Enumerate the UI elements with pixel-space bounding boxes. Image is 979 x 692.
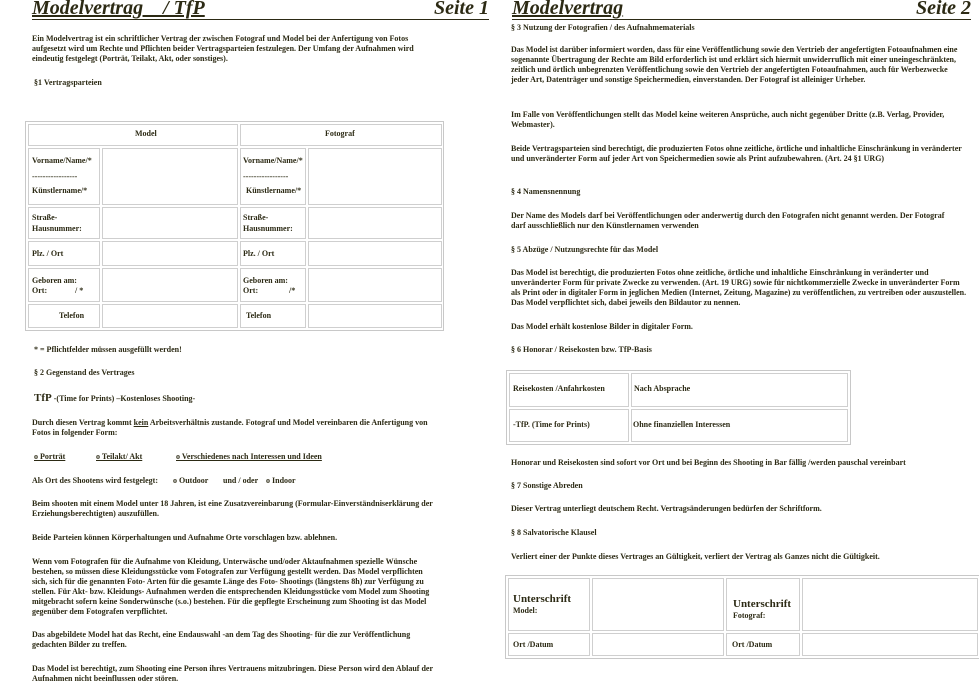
model-signature-sub: Model: xyxy=(513,606,538,615)
arbeits-para-line2: Fotos in folgender Form: xyxy=(32,428,118,437)
parties-table xyxy=(25,121,444,331)
col-fotograf-header: Fotograf xyxy=(325,129,355,138)
arbeits-text-b: Arbeitsverhältnis zustande. Fotograf und Model vereinbaren die Anfertigung von xyxy=(148,418,428,427)
kostenlos-paragraph: Das Model erhält kostenlose Bilder in digitaler Form. xyxy=(511,322,693,331)
section-3-heading: § 3 Nutzung der Fotografien / des Aufnahmematerials xyxy=(511,23,695,32)
fotograf-strasse-input-cell[interactable] xyxy=(308,207,442,239)
model-name-input-cell[interactable] xyxy=(102,148,238,205)
honorar-paragraph: Honorar und Reisekosten sind sofort vor Ort und bei Beginn des Shooting in Bar fällig /werden pauschal vereinbart xyxy=(511,458,906,467)
pflicht-note: * = Pflichtfelder müssen ausgefüllt werden! xyxy=(34,345,182,354)
abreden-paragraph: Dieser Vertrag unterliegt deutschem Recht. Vertragsänderungen bedürfen der Schriftform. xyxy=(511,504,822,513)
model-telefon-input-cell[interactable] xyxy=(102,304,238,328)
section-1-heading: §1 Vertragsparteien xyxy=(34,78,102,87)
fotograf-signature-field[interactable] xyxy=(802,578,978,631)
section-2-heading: § 2 Gegenstand des Vertrages xyxy=(34,368,135,377)
page-title: Modelvertrag / TfP xyxy=(32,0,205,19)
ansprueche-paragraph: Im Falle von Veröffentlichungen stellt das Model keine weiteren Ansprüche, auch nicht gegenüber Dritte (z.B. Verlag, Provider, Webmaster). xyxy=(511,110,945,129)
contract-page-1 xyxy=(0,0,489,692)
model-ort-label: Ort: xyxy=(32,286,48,295)
page-header xyxy=(512,0,971,20)
model-hausnr-label: Hausnummer: xyxy=(32,224,82,233)
name-paragraph: Der Name des Models darf bei Veröffentlichungen oder anderwertig durch den Fotografen nicht genannt werden. Der Fotograf darf ausschließlich nur den Künstlernamen verwenden xyxy=(511,211,945,230)
reisekosten-label: Reisekosten /Anfahrkosten xyxy=(513,384,605,393)
salvatorisch-paragraph: Verliert einer der Punkte dieses Vertrages an Gültigkeit, verliert der Vertrag als Ganzes nicht die Gültigkeit. xyxy=(511,552,880,561)
abzuege-paragraph: Das Model ist berechtigt, die produzierten Fotos ohne zeitliche, örtliche und inhaltliche Einschränkung in veränderter und unveränderter Form für private Zwecke zu verwenden. (Art. 19 URG) sowie für nichtkommerzielle Zwecke in unveränderter Form als Print oder in digitaler Form in jeglichen Medien (Internet, Zeitung, Magazine) zu veröffentlichen, zu vertreiben oder auszustellen. Das Model verpflichtet sich, dabei jeweils den Bildautor zu nennen. xyxy=(511,268,967,307)
tfp-big: TfP xyxy=(34,392,52,404)
fotograf-ort-field[interactable] xyxy=(802,633,978,656)
section-8-heading: § 8 Salvatorische Klausel xyxy=(511,528,597,537)
section-4-heading: § 4 Namensnennung xyxy=(511,187,581,196)
fotograf-ort-slash: /* xyxy=(289,286,296,295)
intro-paragraph: Ein Modelvertrag ist ein schriftlicher Vertrag der zwischen Fotograf und Model bei der Anfertigung von Fotos aufgesetzt wird um Rechte und Pflichten beider Vertragsparteien festzulegen. Der Umfang der Aufnahmen wird eindeutig festgelegt (Porträt, Teilakt, Akt, oder sonstiges). xyxy=(32,34,414,63)
model-telefon-label: Telefon xyxy=(59,311,85,320)
kleidung-paragraph: Wenn vom Fotografen für die Aufnahme von Kleidung, Unterwäsche und/oder Aktaufnahmen spezielle Wünsche bestehen, so müssen diese Kleidungsstücke vom Fotografen zur Verfügung gestellt werden. Das Model verpflichten sich, sich für die genannten Foto- Arten für die gesamte Länge des Foto- Shootings (längstens 8h) zur Verfügung zu stellen. Für Akt- bzw. Kleidungs- Aufnahmen werden die entsprechenden Kleidungsstücke vom Model zum Shooting mitgebracht sofern keine Sonderwünsche (s.o.) bestehen. Für die gepflegte Erscheinung zum Shooting ist das Model gegenüber dem Fotografen verpflichtet. xyxy=(32,557,430,616)
col-model-header: Model xyxy=(135,129,157,138)
fotograf-ort-label: Ort: xyxy=(243,286,259,295)
ort-indoor[interactable]: o Indoor xyxy=(266,476,296,485)
page-number: Seite 2 xyxy=(916,0,971,19)
fotograf-signature-title: Unterschrift xyxy=(733,598,792,610)
fotograf-signature-sub: Fotograf: xyxy=(733,611,766,620)
u18-paragraph: Beim shooten mit einem Model unter 18 Jahren, ist eine Zusatzvereinbarung (Formular-Einverständniserklärung der Erziehungsberechtigten) auszufüllen. xyxy=(32,499,433,518)
fotograf-name-label: Vorname/Name/* xyxy=(243,156,303,165)
model-name-dash: ----------------- xyxy=(32,172,78,181)
honorar-table xyxy=(506,370,851,445)
page-title: Modelvertrag xyxy=(512,0,624,19)
fotograf-geboren-label: Geboren am: xyxy=(243,276,288,285)
tfp-line xyxy=(34,391,195,406)
fotograf-name-input-cell[interactable] xyxy=(308,148,442,205)
model-ort-slash: / * xyxy=(75,286,84,295)
section-6-heading: § 6 Honorar / Reisekosten bzw. TfP-Basis xyxy=(511,345,652,354)
model-name-label: Vorname/Name/* xyxy=(32,156,92,165)
fotograf-kuenstler-label: Künstlername/* xyxy=(246,186,302,195)
nutzung-paragraph: Das Model ist darüber informiert worden, dass für eine Veröffentlichung sowie den Vertrieb der angefertigten Fotoaufnahmen eine sogenannte Übertragung der Rechte am Bild erforderlich ist und erklärt sich hiermit unwiderruflich mit einer uneingeschränkten, zeitlich und örtlich unbegrenzten Veröffentlichung sowie den Vertrieb der angefertigten Fotoaufnahmen, auch für Werbezwecke jeder Art, Datenträger und sonstige Speichermedien, einverstanden. Der Fotograf ist alleiniger Urheber. xyxy=(511,45,958,84)
fotograf-geboren-input-cell[interactable] xyxy=(308,268,442,302)
section-5-heading: § 5 Abzüge / Nutzungsrechte für das Model xyxy=(511,245,659,254)
tfp-value: Ohne finanziellen Interessen xyxy=(633,420,731,429)
reisekosten-value: Nach Absprache xyxy=(634,384,691,393)
section-7-heading: § 7 Sonstige Abreden xyxy=(511,481,583,490)
ort-label: Als Ort des Shootens wird festgelegt: xyxy=(32,476,158,485)
fotograf-plz-input-cell[interactable] xyxy=(308,241,442,266)
model-strasse-label: Straße- xyxy=(32,213,58,222)
option-teilakt[interactable]: o Teilakt/ Akt xyxy=(96,452,143,461)
model-ort-datum-label: Ort /Datum xyxy=(513,640,554,649)
model-plz-label: Plz. / Ort xyxy=(32,249,64,258)
model-strasse-input-cell[interactable] xyxy=(102,207,238,239)
fotograf-name-dash: ----------------- xyxy=(243,172,289,181)
endauswahl-paragraph: Das abgebildete Model hat das Recht, eine Endauswahl -an dem Tag des Shooting- für die zur Veröffentlichung gedachten Bilder zu treffen. xyxy=(32,630,411,649)
header-model-cell xyxy=(28,124,238,146)
fotograf-telefon-label: Telefon xyxy=(246,311,272,320)
model-geboren-input-cell[interactable] xyxy=(102,268,238,302)
model-ort-field[interactable] xyxy=(592,633,724,656)
page-number: Seite 1 xyxy=(434,0,489,19)
option-verschiedenes[interactable]: o Verschiedenes nach Interessen und Ideen xyxy=(176,452,322,461)
arbeits-para-line1 xyxy=(32,418,428,429)
tfp-label: -TfP. (Time for Prints) xyxy=(513,420,590,429)
model-signature-field[interactable] xyxy=(592,578,724,631)
ort-und-oder: und / oder xyxy=(223,476,259,485)
beide-paragraph: Beide Vertragsparteien sind berechtigt, die produzierten Fotos ohne zeitliche, örtliche und inhaltliche Einschränkung in veränderter und unveränderter Form auf jeder Art von Speichermedien sowie als Print aufzubewahren. (Art. 24 §1 URG) xyxy=(511,144,962,163)
option-portraet[interactable]: o Porträt xyxy=(34,452,66,461)
fotograf-telefon-input-cell[interactable] xyxy=(308,304,442,328)
model-kuenstler-label: Künstlername/* xyxy=(32,186,88,195)
arbeits-text-a: Durch diesen Vertrag kommt xyxy=(32,418,134,427)
model-plz-input-cell[interactable] xyxy=(102,241,238,266)
fotograf-hausnr-label: Hausnummer: xyxy=(243,224,293,233)
fotograf-ort-datum-label: Ort /Datum xyxy=(732,640,773,649)
model-geboren-label: Geboren am: xyxy=(32,276,77,285)
tfp-text: -(Time for Prints) –Kostenloses Shooting- xyxy=(51,394,196,403)
fotograf-plz-label: Plz. / Ort xyxy=(243,249,275,258)
arbeits-kein: kein xyxy=(133,418,149,427)
fotograf-strasse-label: Straße- xyxy=(243,213,269,222)
model-signature-title: Unterschrift xyxy=(513,593,572,605)
koerper-paragraph: Beide Parteien können Körperhaltungen und Aufnahme Orte vorschlagen bzw. ablehnen. xyxy=(32,533,338,542)
contract-page-2 xyxy=(492,0,979,692)
page-header xyxy=(32,0,489,20)
vertrauen-paragraph: Das Model ist berechtigt, zum Shooting eine Person ihres Vertrauens mitzubringen. Diese Person wird den Ablauf der Aufnahmen nicht beeinflussen oder stören. xyxy=(32,664,433,683)
ort-outdoor[interactable]: o Outdoor xyxy=(173,476,209,485)
